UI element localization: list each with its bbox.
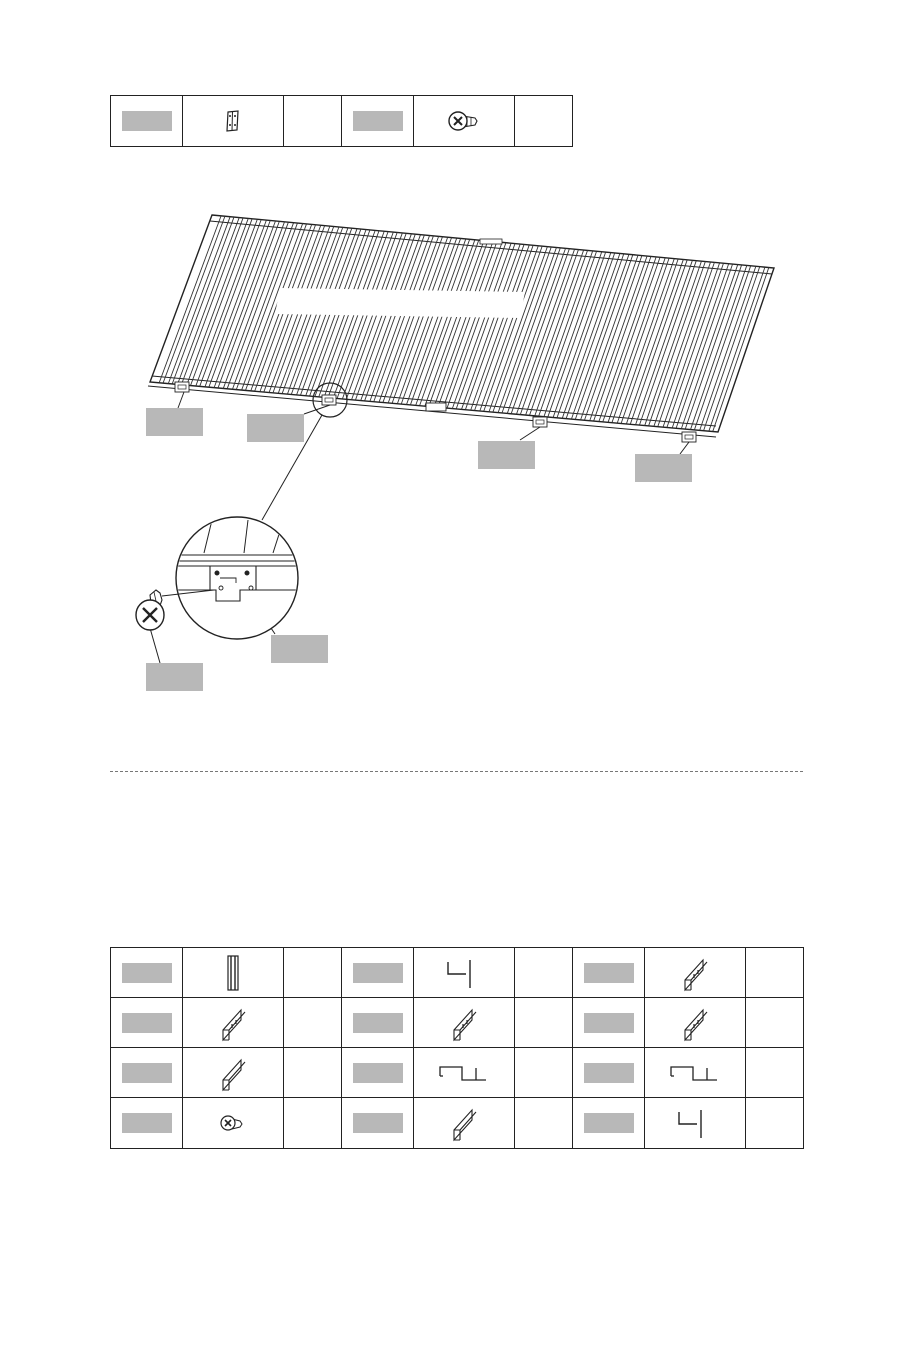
part-qty-cell — [284, 1048, 342, 1098]
part-code-chip — [584, 1113, 634, 1133]
part-code-cell — [342, 998, 414, 1048]
roof-panel — [148, 215, 774, 442]
part-icon-cell — [414, 1048, 515, 1098]
callout-label — [478, 441, 535, 469]
channel-rail-icon — [450, 1004, 478, 1042]
part-icon-cell — [414, 998, 515, 1048]
part-icon-cell — [645, 948, 746, 998]
channel-rail-icon — [219, 1004, 247, 1042]
corner-profile-icon — [444, 956, 484, 990]
part-code-cell — [111, 948, 183, 998]
bracket — [426, 403, 446, 411]
hat-profile-icon — [438, 1062, 490, 1084]
channel-rail-icon — [681, 954, 709, 992]
part-code-cell — [573, 1048, 645, 1098]
section-divider — [110, 771, 803, 772]
part-code-chip — [122, 1113, 172, 1133]
part-icon-cell — [645, 1048, 746, 1098]
channel-rail-plain-icon — [450, 1104, 478, 1142]
part-code-chip — [353, 1013, 403, 1033]
part-code-cell — [111, 1048, 183, 1098]
parts-table-row — [111, 1048, 803, 1098]
parts-table-row — [111, 1098, 803, 1148]
channel-rail-icon — [681, 1004, 709, 1042]
screw-icon — [218, 1112, 248, 1134]
part-code-chip — [584, 1013, 634, 1033]
hat-profile-icon — [669, 1062, 721, 1084]
part-qty-cell — [746, 998, 803, 1048]
part-icon-cell — [183, 1098, 284, 1148]
part-code-chip — [122, 1063, 172, 1083]
part-code-cell — [342, 1098, 414, 1148]
part-code-chip — [353, 1063, 403, 1083]
part-code-chip — [584, 1063, 634, 1083]
callout-label — [146, 408, 203, 436]
part-qty-cell — [515, 1048, 573, 1098]
part-qty-cell — [515, 1098, 573, 1148]
part-code-chip — [353, 1113, 403, 1133]
part-icon-cell — [645, 998, 746, 1048]
part-qty-cell — [746, 1048, 803, 1098]
parts-table-row — [111, 948, 803, 998]
callout-label — [635, 454, 692, 482]
bracket — [175, 382, 189, 392]
part-code-chip — [353, 963, 403, 983]
panel-strip-icon — [226, 955, 240, 991]
part-qty-cell — [515, 998, 573, 1048]
part-icon-cell — [183, 948, 284, 998]
part-code-cell — [573, 998, 645, 1048]
part-qty-cell — [284, 998, 342, 1048]
part-qty-cell — [515, 948, 573, 998]
magnified-detail-view — [176, 517, 300, 639]
part-code-cell — [342, 1048, 414, 1098]
part-code-chip — [122, 1013, 172, 1033]
part-qty-cell — [284, 948, 342, 998]
callout-label — [271, 635, 328, 663]
bracket — [533, 417, 547, 427]
part-code-chip — [584, 963, 634, 983]
bracket — [322, 395, 336, 405]
part-icon-cell — [183, 998, 284, 1048]
part-icon-cell — [645, 1098, 746, 1148]
part-icon-cell — [414, 948, 515, 998]
callout-label — [146, 663, 203, 691]
part-icon-cell — [183, 1048, 284, 1098]
part-code-cell — [342, 948, 414, 998]
part-code-cell — [111, 1098, 183, 1148]
bracket — [682, 432, 696, 442]
part-code-cell — [573, 1098, 645, 1148]
part-qty-cell — [746, 948, 803, 998]
corner-profile-icon — [675, 1106, 715, 1140]
callout-label — [247, 414, 304, 442]
part-code-cell — [573, 948, 645, 998]
parts-table-row — [111, 998, 803, 1048]
part-code-chip — [122, 963, 172, 983]
part-qty-cell — [746, 1098, 803, 1148]
part-code-cell — [111, 998, 183, 1048]
channel-rail-plain-icon — [219, 1054, 247, 1092]
part-icon-cell — [414, 1098, 515, 1148]
part-qty-cell — [284, 1098, 342, 1148]
bottom-parts-table — [110, 947, 804, 1149]
